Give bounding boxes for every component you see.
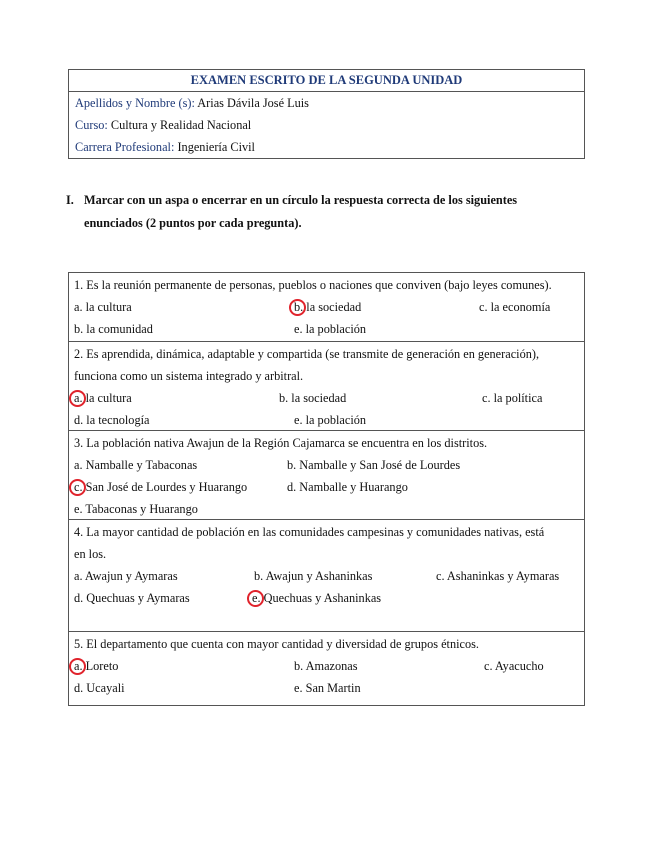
option-b[interactable]: b. la sociedad xyxy=(294,300,362,314)
option-d[interactable]: d. Ucayali xyxy=(74,681,125,695)
option-row xyxy=(69,587,584,609)
student-name-value: Arias Dávila José Luis xyxy=(197,96,309,110)
option-row xyxy=(69,454,584,476)
question-3 xyxy=(69,431,584,520)
question-4 xyxy=(69,520,584,632)
option-row xyxy=(69,409,584,431)
option-c[interactable]: c. Ayacucho xyxy=(484,659,544,673)
exam-title: EXAMEN ESCRITO DE LA SEGUNDA UNIDAD xyxy=(69,70,584,92)
option-e[interactable]: e. San Martin xyxy=(294,681,361,695)
option-row xyxy=(69,296,584,318)
question-text: 4. La mayor cantidad de población en las comunidades campesinas y comunidades nativas, está xyxy=(74,525,545,539)
section-instructions xyxy=(66,189,586,235)
option-e[interactable]: e. Quechuas y Ashaninkas xyxy=(252,591,382,605)
option-d[interactable]: b. la comunidad xyxy=(74,322,153,336)
question-text: 5. El departamento que cuenta con mayor cantidad y diversidad de grupos étnicos. xyxy=(74,637,479,651)
option-row xyxy=(69,655,584,677)
option-d[interactable]: d. Quechuas y Aymaras xyxy=(74,591,190,605)
answer-circle-mark xyxy=(289,299,306,316)
answer-circle-mark xyxy=(69,658,86,675)
option-row xyxy=(69,387,584,409)
option-b[interactable]: b. la sociedad xyxy=(279,391,347,405)
answer-circle-mark xyxy=(247,590,264,607)
question-1 xyxy=(69,273,584,342)
option-b[interactable]: b. Namballe y San José de Lourdes xyxy=(287,458,461,472)
option-c[interactable]: c. la política xyxy=(482,391,543,405)
exam-header xyxy=(68,69,585,159)
course-field xyxy=(69,114,584,136)
option-c[interactable]: c. la economía xyxy=(479,300,551,314)
option-a[interactable]: a. la cultura xyxy=(74,300,132,314)
option-row xyxy=(69,565,584,587)
career-value: Ingeniería Civil xyxy=(177,140,255,154)
question-text: 3. La población nativa Awajun de la Región Cajamarca se encuentra en los distritos. xyxy=(74,436,488,450)
career-field xyxy=(69,136,584,158)
option-e[interactable]: e. la población xyxy=(294,322,367,336)
option-e[interactable]: e. Tabaconas y Huarango xyxy=(74,502,198,516)
instructions-line-1: Marcar con un aspa o encerrar en un círculo la respuesta correcta de los siguientes xyxy=(84,193,518,207)
student-name-field xyxy=(69,92,584,114)
instructions-line-2: enunciados (2 puntos por cada pregunta). xyxy=(84,216,302,230)
student-name-label: Apellidos y Nombre (s): xyxy=(75,96,195,110)
question-text: funciona como un sistema integrado y arbitral. xyxy=(74,369,304,383)
career-label: Carrera Profesional: xyxy=(75,140,175,154)
option-row xyxy=(69,677,584,699)
option-b[interactable]: b. Awajun y Ashaninkas xyxy=(254,569,373,583)
option-e[interactable]: e. la población xyxy=(294,413,367,427)
option-a[interactable]: a. Awajun y Aymaras xyxy=(74,569,178,583)
question-text: 1. Es la reunión permanente de personas, pueblos o naciones que conviven (bajo leyes comunes). xyxy=(74,278,552,292)
question-5 xyxy=(69,632,584,705)
option-row xyxy=(69,318,584,340)
option-a[interactable]: a. Namballe y Tabaconas xyxy=(74,458,198,472)
answer-circle-mark xyxy=(69,390,86,407)
option-c[interactable]: c. Ashaninkas y Aymaras xyxy=(436,569,560,583)
course-value: Cultura y Realidad Nacional xyxy=(110,118,252,132)
course-label: Curso: xyxy=(75,118,108,132)
option-d[interactable]: d. la tecnología xyxy=(74,413,150,427)
option-row xyxy=(69,498,584,520)
option-c[interactable]: c. San José de Lourdes y Huarango xyxy=(74,480,248,494)
question-text: 2. Es aprendida, dinámica, adaptable y compartida (se transmite de generación en generación), xyxy=(74,347,540,361)
question-text: en los. xyxy=(74,547,107,561)
option-d[interactable]: d. Namballe y Huarango xyxy=(287,480,408,494)
answer-circle-mark xyxy=(69,479,86,496)
option-b[interactable]: b. Amazonas xyxy=(294,659,358,673)
option-row xyxy=(69,476,584,498)
section-number: I. xyxy=(66,193,74,207)
option-a[interactable]: a. Loreto xyxy=(74,659,119,673)
questions-table xyxy=(68,272,585,706)
option-a[interactable]: a. la cultura xyxy=(74,391,132,405)
question-2 xyxy=(69,342,584,431)
